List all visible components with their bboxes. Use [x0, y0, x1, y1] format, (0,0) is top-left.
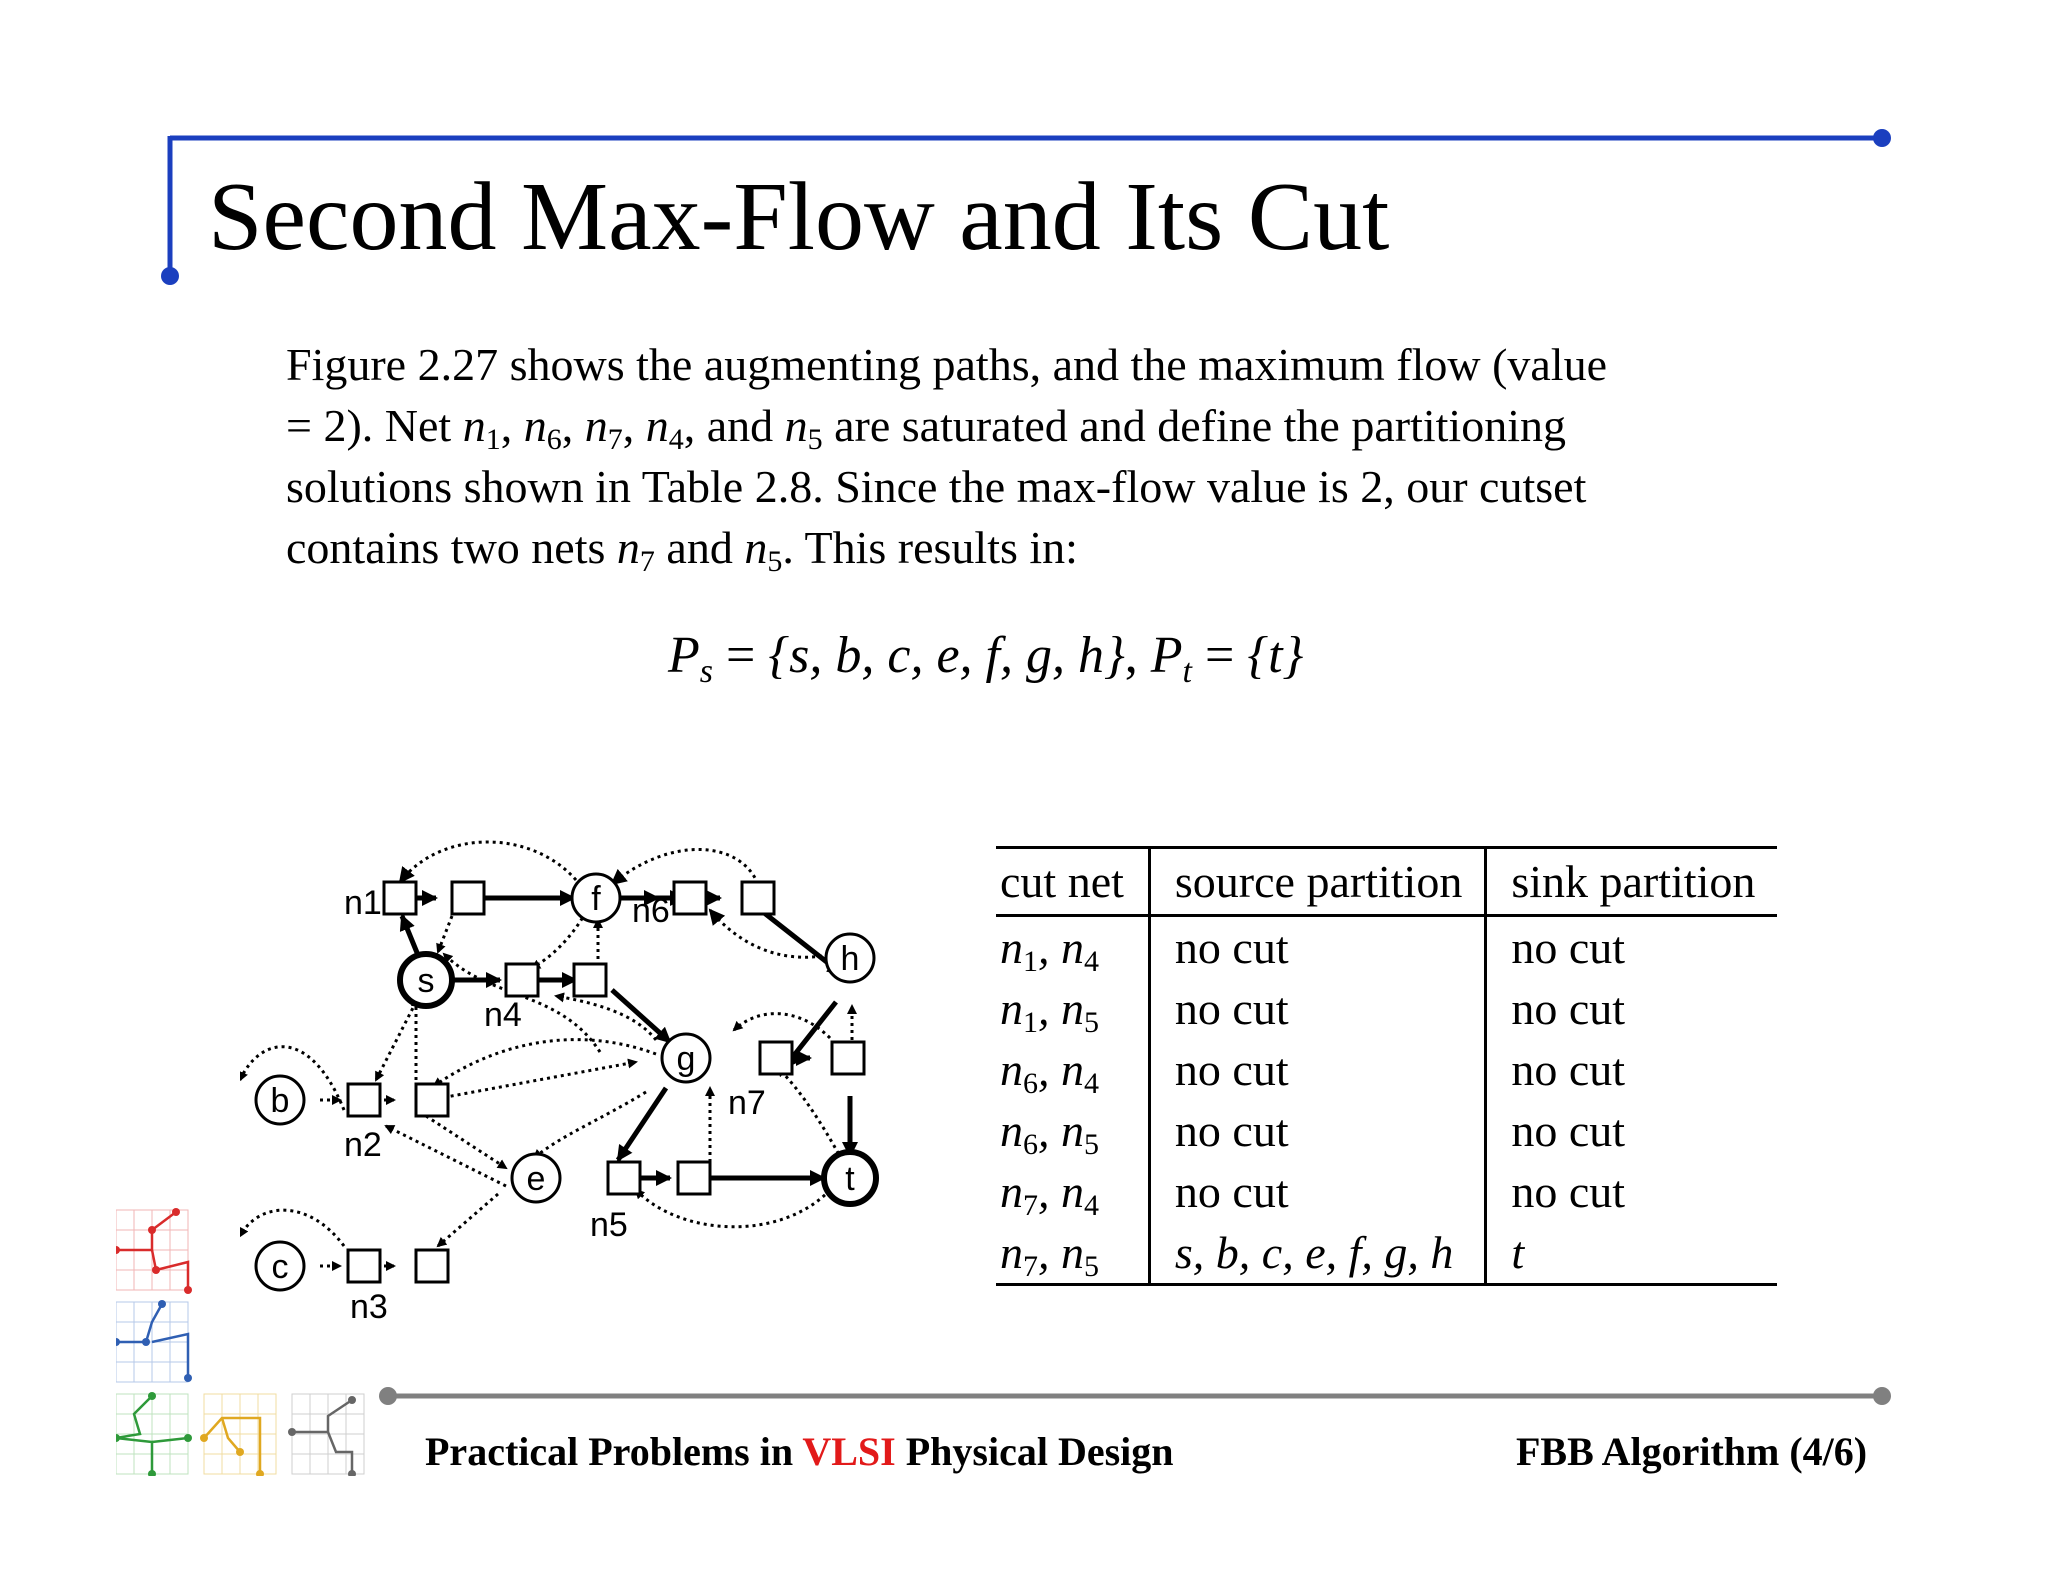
footer-highlight: VLSI [802, 1429, 896, 1474]
sink-partition-cell: no cut [1511, 1166, 1626, 1217]
net-n4: $n_4$ [645, 400, 684, 456]
node-label: h [840, 940, 860, 978]
cut-table [996, 846, 1777, 1286]
net-box [506, 964, 538, 996]
node-label: b [270, 1082, 290, 1120]
text: = 2). Net [286, 400, 463, 451]
paragraph-line-2: = 2). Net $n_1$, $n_6$, $n_7$, $n_4$, and $n_5$ are saturated and define the partitioning [286, 400, 1566, 456]
source-partition-cell: no cut [1149, 1039, 1485, 1100]
net-box [608, 1162, 640, 1194]
paragraph-line-1: Figure 2.27 shows the augmenting paths, and the maximum flow (value [286, 339, 1607, 390]
column-header: source partition [1149, 848, 1485, 916]
table-row [996, 1222, 1777, 1285]
node-label: f [591, 880, 601, 918]
net-n5: $n_5$ [744, 522, 783, 578]
table-row [996, 916, 1777, 979]
net-label: n5 [590, 1206, 628, 1244]
page-title: Second Max-Flow and Its Cut [208, 163, 1390, 271]
net-box [416, 1084, 448, 1116]
sink-partition-cell: no cut [1511, 922, 1626, 973]
vlsi-logo [116, 1206, 366, 1476]
cut-net-cell: $n_7$, $n_4$ [996, 1161, 1149, 1222]
node-label: s [417, 962, 435, 1000]
header-rule-start-dot [161, 267, 179, 285]
source-partition-cell: no cut [1149, 978, 1485, 1039]
node-label: t [845, 1160, 855, 1198]
net-box [674, 882, 706, 914]
table-row [996, 1161, 1777, 1222]
net-box [760, 1042, 792, 1074]
table-row [996, 1100, 1777, 1161]
header-rule-end-dot [1873, 129, 1891, 147]
cut-net-cell: $n_1$, $n_5$ [996, 978, 1149, 1039]
net-box [384, 882, 416, 914]
cut-net-cell: $n_6$, $n_4$ [996, 1039, 1149, 1100]
net-label: n4 [484, 996, 522, 1034]
net-n5: $n_5$ [784, 400, 823, 456]
net-box [574, 964, 606, 996]
sink-partition-cell: t [1486, 1222, 1778, 1285]
net-box [416, 1250, 448, 1282]
net-label: n2 [344, 1126, 382, 1164]
paragraph-line-3: solutions shown in Table 2.8. Since the max-flow value is 2, our cutset [286, 461, 1587, 512]
source-partition-cell: no cut [1149, 1161, 1485, 1222]
sink-partition-cell: no cut [1511, 1044, 1626, 1095]
cut-net-cell: $n_6$, $n_5$ [996, 1100, 1149, 1161]
net-label: n1 [344, 884, 382, 922]
body-paragraph [286, 334, 1766, 578]
column-header: sink partition [1486, 848, 1778, 916]
footer-rule-start-dot [379, 1387, 397, 1405]
column-header: cut net [996, 848, 1149, 916]
source-partition-cell: no cut [1149, 1100, 1485, 1161]
net-label: n6 [632, 892, 670, 930]
net-n1: $n_1$ [462, 400, 501, 456]
sink-partition-cell: no cut [1511, 983, 1626, 1034]
sink-partition-cell: no cut [1511, 1105, 1626, 1156]
net-box [348, 1084, 380, 1116]
net-box [832, 1042, 864, 1074]
table-row [996, 978, 1777, 1039]
net-box [452, 882, 484, 914]
net-label: n7 [728, 1084, 766, 1122]
node-label: e [526, 1160, 546, 1198]
node-label: g [676, 1040, 696, 1078]
partition-formula: $P_s = \{s$, b, c, e, f, g, h}, $P_t = \{t\}$ [668, 627, 1304, 690]
table-header-row [996, 848, 1777, 916]
net-n6: $n_6$ [523, 400, 562, 456]
paragraph-line-4: contains two nets $n_7$ and $n_5$. This results in: [286, 522, 1078, 578]
cut-net-cell: $n_7$, $n_5$ [996, 1222, 1149, 1285]
net-box [742, 882, 774, 914]
source-partition-cell: no cut [1149, 916, 1485, 979]
cut-net-cell: $n_1$, $n_4$ [996, 916, 1149, 979]
net-n7: $n_7$ [616, 522, 655, 578]
net-n7: $n_7$ [584, 400, 623, 456]
footer-course-title: Practical Problems in VLSI Physical Design [425, 1429, 1174, 1474]
net-label: n3 [350, 1288, 388, 1326]
node-label: c [271, 1248, 289, 1286]
table-row [996, 1039, 1777, 1100]
footer-slide-label: FBB Algorithm (4/6) [1516, 1429, 1868, 1474]
net-box [678, 1162, 710, 1194]
footer-rule-end-dot [1873, 1387, 1891, 1405]
source-partition-cell: s, b, c, e, f, g, h [1149, 1222, 1485, 1285]
